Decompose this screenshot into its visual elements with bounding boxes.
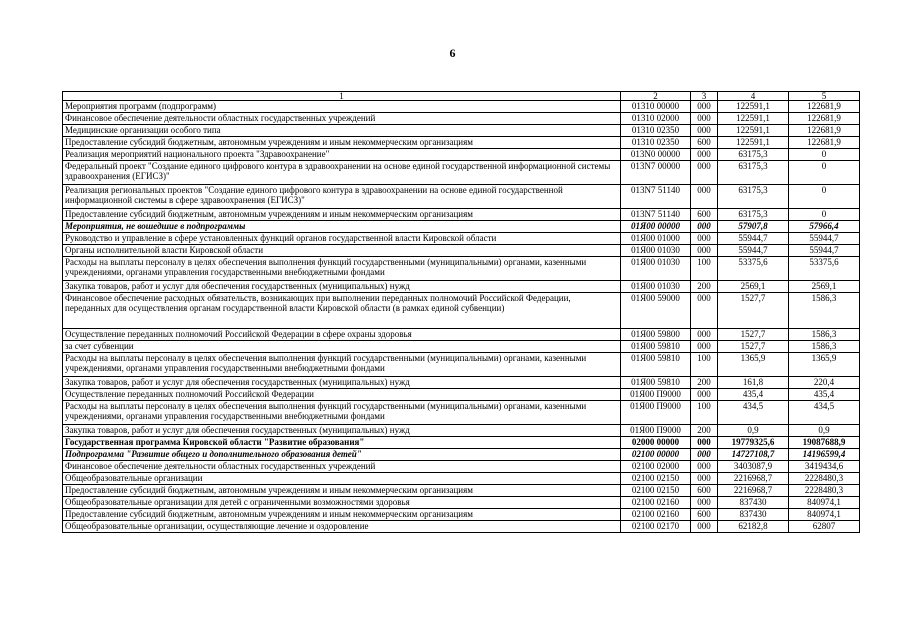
row-value-2020-cell: 161,8	[718, 377, 789, 389]
row-code-cell: 01Я00 01030	[621, 281, 691, 293]
row-expense-type-cell: 000	[691, 185, 718, 209]
row-name-cell: Медицинские организации особого типа	[63, 125, 621, 137]
row-expense-type-cell: 100	[691, 257, 718, 281]
row-expense-type-cell: 000	[691, 497, 718, 509]
row-code-cell: 013N7 51140	[621, 185, 691, 209]
table-row	[63, 341, 860, 353]
row-name-cell: Закупка товаров, работ и услуг для обеспечения государственных (муниципальных) нужд	[63, 281, 621, 293]
row-expense-type-cell: 100	[691, 401, 718, 425]
row-code-cell: 01Я00 01030	[621, 257, 691, 281]
table-row	[63, 185, 860, 209]
row-expense-type-cell: 000	[691, 125, 718, 137]
row-name-cell: Осуществление переданных полномочий Российской Федерации	[63, 389, 621, 401]
row-expense-type-cell: 600	[691, 137, 718, 149]
table-row	[63, 473, 860, 485]
row-code-cell: 013N7 51140	[621, 209, 691, 221]
row-code-cell: 01Я00 59000	[621, 293, 691, 329]
row-code-cell: 01Я00 П9000	[621, 401, 691, 425]
row-expense-type-cell: 000	[691, 221, 718, 233]
row-value-2020-cell: 1527,7	[718, 293, 789, 329]
row-value-2020-cell: 122591,1	[718, 125, 789, 137]
row-expense-type-cell: 000	[691, 389, 718, 401]
row-name-cell: Общеобразовательные организации	[63, 473, 621, 485]
table-row	[63, 149, 860, 161]
row-name-cell: Руководство и управление в сфере установленных функций органов государственной власти Кировской области	[63, 233, 621, 245]
row-value-2021-cell: 2569,1	[789, 281, 860, 293]
row-value-2020-cell: 1527,7	[718, 329, 789, 341]
row-value-2020-cell: 434,5	[718, 401, 789, 425]
row-name-cell: Финансовое обеспечение расходных обязательств, возникающих при выполнении переданных полномочий Российской Федерации, переданных для осуществления органам государственной власти Кировской области (в рамках единой субвенции)	[63, 293, 621, 329]
row-value-2020-cell: 122591,1	[718, 101, 789, 113]
row-value-2020-cell: 122591,1	[718, 113, 789, 125]
row-code-cell: 013N7 00000	[621, 161, 691, 185]
row-name-cell: Мероприятия программ (подпрограмм)	[63, 101, 621, 113]
row-value-2020-cell: 2216968,7	[718, 473, 789, 485]
row-code-cell: 02100 02000	[621, 461, 691, 473]
row-value-2020-cell: 19779325,6	[718, 437, 789, 449]
table-row	[63, 437, 860, 449]
row-value-2021-cell: 1586,3	[789, 293, 860, 329]
row-value-2020-cell: 2216968,7	[718, 485, 789, 497]
row-name-cell: Предоставление субсидий бюджетным, автономным учреждениям и иным некоммерческим организациям	[63, 137, 621, 149]
row-value-2020-cell: 63175,3	[718, 149, 789, 161]
row-code-cell: 01310 02350	[621, 137, 691, 149]
row-name-cell: Общеобразовательные организации для детей с ограниченными возможностями здоровья	[63, 497, 621, 509]
row-value-2021-cell: 55944,7	[789, 245, 860, 257]
row-code-cell: 01Я00 П9000	[621, 425, 691, 437]
table-row	[63, 377, 860, 389]
table-row	[63, 101, 860, 113]
row-code-cell: 01310 02000	[621, 113, 691, 125]
table-row	[63, 509, 860, 521]
row-value-2021-cell: 2228480,3	[789, 485, 860, 497]
row-expense-type-cell: 200	[691, 377, 718, 389]
row-value-2021-cell: 840974,1	[789, 497, 860, 509]
row-value-2021-cell: 1586,3	[789, 329, 860, 341]
row-name-cell: Общеобразовательные организации, осуществляющие лечение и оздоровление	[63, 521, 621, 533]
row-expense-type-cell: 000	[691, 149, 718, 161]
row-code-cell: 01Я00 00000	[621, 221, 691, 233]
row-value-2021-cell: 2228480,3	[789, 473, 860, 485]
row-value-2020-cell: 55944,7	[718, 233, 789, 245]
row-name-cell: Мероприятия, не вошедшие в подпрограммы	[63, 221, 621, 233]
row-value-2020-cell: 1527,7	[718, 341, 789, 353]
row-value-2020-cell: 2569,1	[718, 281, 789, 293]
row-value-2020-cell: 63175,3	[718, 185, 789, 209]
table-row	[63, 461, 860, 473]
row-code-cell: 01Я00 59810	[621, 353, 691, 377]
row-name-cell: Финансовое обеспечение деятельности областных государственных учреждений	[63, 461, 621, 473]
row-value-2021-cell: 840974,1	[789, 509, 860, 521]
row-name-cell: Органы исполнительной власти Кировской области	[63, 245, 621, 257]
budget-table	[62, 91, 860, 533]
row-expense-type-cell: 600	[691, 509, 718, 521]
row-name-cell: Закупка товаров, работ и услуг для обеспечения государственных (муниципальных) нужд	[63, 377, 621, 389]
table-row	[63, 221, 860, 233]
row-expense-type-cell: 000	[691, 341, 718, 353]
table-row	[63, 497, 860, 509]
row-expense-type-cell: 200	[691, 425, 718, 437]
row-value-2021-cell: 0	[789, 149, 860, 161]
table-row	[63, 113, 860, 125]
row-value-2021-cell: 14196599,4	[789, 449, 860, 461]
row-value-2020-cell: 3403087,9	[718, 461, 789, 473]
row-expense-type-cell: 000	[691, 113, 718, 125]
row-name-cell: за счет субвенции	[63, 341, 621, 353]
row-value-2020-cell: 55944,7	[718, 245, 789, 257]
row-value-2020-cell: 63175,3	[718, 209, 789, 221]
row-code-cell: 01310 02350	[621, 125, 691, 137]
row-name-cell: Подпрограмма "Развитие общего и дополнительного образования детей"	[63, 449, 621, 461]
header-row	[63, 92, 860, 101]
row-value-2020-cell: 122591,1	[718, 137, 789, 149]
row-expense-type-cell: 000	[691, 101, 718, 113]
row-expense-type-cell: 000	[691, 461, 718, 473]
row-value-2020-cell: 57907,8	[718, 221, 789, 233]
row-name-cell: Государственная программа Кировской области "Развитие образования"	[63, 437, 621, 449]
row-expense-type-cell: 000	[691, 521, 718, 533]
table-row	[63, 353, 860, 377]
table-row	[63, 125, 860, 137]
row-value-2020-cell: 14727108,7	[718, 449, 789, 461]
row-name-cell: Реализация региональных проектов "Создание единого цифрового контура в здравоохранении на основе единой государственной информационной системы в сфере здравоохранения (ЕГИСЗ)"	[63, 185, 621, 209]
row-expense-type-cell: 000	[691, 233, 718, 245]
row-value-2021-cell: 0	[789, 185, 860, 209]
row-value-2021-cell: 122681,9	[789, 101, 860, 113]
row-expense-type-cell: 000	[691, 473, 718, 485]
header-col-3: 3	[691, 92, 718, 101]
row-value-2020-cell: 53375,6	[718, 257, 789, 281]
row-value-2021-cell: 55944,7	[789, 233, 860, 245]
row-code-cell: 02100 02160	[621, 497, 691, 509]
row-code-cell: 01Я00 П9000	[621, 389, 691, 401]
row-code-cell: 02100 00000	[621, 449, 691, 461]
table-row	[63, 281, 860, 293]
row-name-cell: Предоставление субсидий бюджетным, автономным учреждениям и иным некоммерческим организациям	[63, 485, 621, 497]
table-row	[63, 401, 860, 425]
table-row	[63, 245, 860, 257]
page-number: 6	[449, 46, 456, 60]
row-code-cell: 01Я00 01030	[621, 245, 691, 257]
row-value-2021-cell: 57966,4	[789, 221, 860, 233]
table-body	[63, 101, 860, 533]
row-name-cell: Реализация мероприятий национального проекта "Здравоохранение"	[63, 149, 621, 161]
row-expense-type-cell: 000	[691, 245, 718, 257]
row-value-2021-cell: 1586,3	[789, 341, 860, 353]
row-value-2020-cell: 0,9	[718, 425, 789, 437]
table-row	[63, 137, 860, 149]
row-value-2021-cell: 220,4	[789, 377, 860, 389]
row-name-cell: Расходы на выплаты персоналу в целях обеспечения выполнения функций государственными (муниципальными) органами, казенными учреждениями, органами управления государственными внебюджетными фондами	[63, 353, 621, 377]
row-value-2020-cell: 837430	[718, 497, 789, 509]
row-value-2021-cell: 122681,9	[789, 137, 860, 149]
row-name-cell: Финансовое обеспечение деятельности областных государственных учреждений	[63, 113, 621, 125]
row-value-2021-cell: 0	[789, 161, 860, 185]
row-expense-type-cell: 600	[691, 209, 718, 221]
header-col-1: 1	[63, 92, 621, 101]
row-code-cell: 01Я00 59810	[621, 377, 691, 389]
row-expense-type-cell: 000	[691, 329, 718, 341]
row-expense-type-cell: 000	[691, 293, 718, 329]
row-value-2021-cell: 53375,6	[789, 257, 860, 281]
table-row	[63, 209, 860, 221]
header-col-2: 2	[621, 92, 691, 101]
row-expense-type-cell: 200	[691, 281, 718, 293]
row-value-2021-cell: 3419434,6	[789, 461, 860, 473]
row-expense-type-cell: 000	[691, 449, 718, 461]
row-code-cell: 01Я00 59800	[621, 329, 691, 341]
row-name-cell: Расходы на выплаты персоналу в целях обеспечения выполнения функций государственными (муниципальными) органами, казенными учреждениями, органами управления государственными внебюджетными фондами	[63, 401, 621, 425]
row-code-cell: 01Я00 59810	[621, 341, 691, 353]
row-value-2021-cell: 1365,9	[789, 353, 860, 377]
table-header	[63, 92, 860, 101]
row-code-cell: 013N0 00000	[621, 149, 691, 161]
header-col-4: 4	[718, 92, 789, 101]
row-code-cell: 02000 00000	[621, 437, 691, 449]
row-code-cell: 02100 02160	[621, 509, 691, 521]
table-row	[63, 521, 860, 533]
row-value-2021-cell: 19087688,9	[789, 437, 860, 449]
row-name-cell: Предоставление субсидий бюджетным, автономным учреждениям и иным некоммерческим организациям	[63, 209, 621, 221]
row-value-2020-cell: 62182,8	[718, 521, 789, 533]
table-row	[63, 449, 860, 461]
row-value-2021-cell: 122681,9	[789, 113, 860, 125]
row-name-cell: Предоставление субсидий бюджетным, автономным учреждениям и иным некоммерческим организациям	[63, 509, 621, 521]
row-name-cell: Расходы на выплаты персоналу в целях обеспечения выполнения функций государственными (муниципальными) органами, казенными учреждениями, органами управления государственными внебюджетными фондами	[63, 257, 621, 281]
row-code-cell: 02100 02150	[621, 485, 691, 497]
row-code-cell: 02100 02170	[621, 521, 691, 533]
row-name-cell: Осуществление переданных полномочий Российской Федерации в сфере охраны здоровья	[63, 329, 621, 341]
table-row	[63, 233, 860, 245]
row-value-2020-cell: 63175,3	[718, 161, 789, 185]
table-row	[63, 425, 860, 437]
row-expense-type-cell: 000	[691, 437, 718, 449]
row-value-2021-cell: 0	[789, 209, 860, 221]
row-code-cell: 01Я00 01000	[621, 233, 691, 245]
row-value-2021-cell: 0,9	[789, 425, 860, 437]
row-name-cell: Закупка товаров, работ и услуг для обеспечения государственных (муниципальных) нужд	[63, 425, 621, 437]
row-name-cell: Федеральный проект "Создание единого цифрового контура в здравоохранении на основе единой государственной информационной системы здравоохранения (ЕГИСЗ)"	[63, 161, 621, 185]
row-value-2021-cell: 62807	[789, 521, 860, 533]
table-row	[63, 161, 860, 185]
row-value-2021-cell: 434,5	[789, 401, 860, 425]
table-row	[63, 389, 860, 401]
row-expense-type-cell: 600	[691, 485, 718, 497]
row-expense-type-cell: 000	[691, 161, 718, 185]
table-row	[63, 485, 860, 497]
row-value-2020-cell: 1365,9	[718, 353, 789, 377]
row-value-2021-cell: 435,4	[789, 389, 860, 401]
table-row	[63, 257, 860, 281]
row-value-2020-cell: 435,4	[718, 389, 789, 401]
row-value-2020-cell: 837430	[718, 509, 789, 521]
table-row	[63, 329, 860, 341]
row-value-2021-cell: 122681,9	[789, 125, 860, 137]
header-col-5: 5	[789, 92, 860, 101]
row-expense-type-cell: 100	[691, 353, 718, 377]
row-code-cell: 01310 00000	[621, 101, 691, 113]
row-code-cell: 02100 02150	[621, 473, 691, 485]
table-row	[63, 293, 860, 329]
